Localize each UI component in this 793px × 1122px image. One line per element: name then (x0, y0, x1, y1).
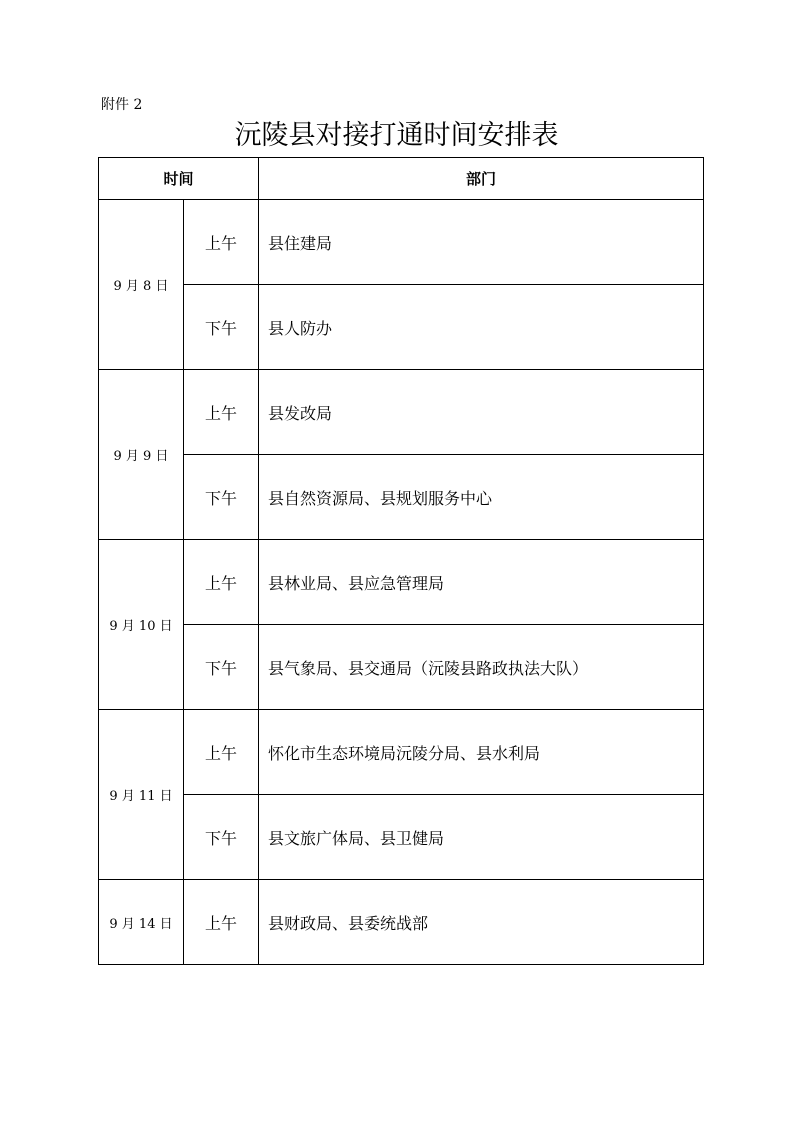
period-cell: 下午 (184, 625, 259, 710)
table-row (99, 540, 704, 625)
date-cell: 9 月 11 日 (99, 710, 184, 880)
table-row (99, 285, 704, 370)
period-cell: 下午 (184, 455, 259, 540)
table-row (99, 710, 704, 795)
department-cell: 县文旅广体局、县卫健局 (259, 795, 704, 880)
date-cell: 9 月 8 日 (99, 200, 184, 370)
department-cell: 县气象局、县交通局（沅陵县路政执法大队） (259, 625, 704, 710)
department-cell: 县自然资源局、县规划服务中心 (259, 455, 704, 540)
table-row (99, 880, 704, 965)
department-cell: 县人防办 (259, 285, 704, 370)
table-row (99, 370, 704, 455)
header-time: 时间 (99, 158, 259, 200)
attachment-label: 附件 2 (101, 97, 143, 113)
period-cell: 下午 (184, 285, 259, 370)
table-row (99, 455, 704, 540)
department-cell: 县林业局、县应急管理局 (259, 540, 704, 625)
period-cell: 上午 (184, 880, 259, 965)
table-row (99, 200, 704, 285)
period-cell: 上午 (184, 540, 259, 625)
period-cell: 下午 (184, 795, 259, 880)
department-cell: 县发改局 (259, 370, 704, 455)
date-cell: 9 月 10 日 (99, 540, 184, 710)
department-cell: 县住建局 (259, 200, 704, 285)
period-cell: 上午 (184, 370, 259, 455)
page-title: 沅陵县对接打通时间安排表 (234, 120, 559, 151)
date-cell: 9 月 14 日 (99, 880, 184, 965)
schedule-table (98, 157, 704, 965)
period-cell: 上午 (184, 200, 259, 285)
table-header-row (99, 158, 704, 200)
period-cell: 上午 (184, 710, 259, 795)
table-row (99, 625, 704, 710)
date-cell: 9 月 9 日 (99, 370, 184, 540)
header-department: 部门 (259, 158, 704, 200)
department-cell: 县财政局、县委统战部 (259, 880, 704, 965)
department-cell: 怀化市生态环境局沅陵分局、县水利局 (259, 710, 704, 795)
table-row (99, 795, 704, 880)
